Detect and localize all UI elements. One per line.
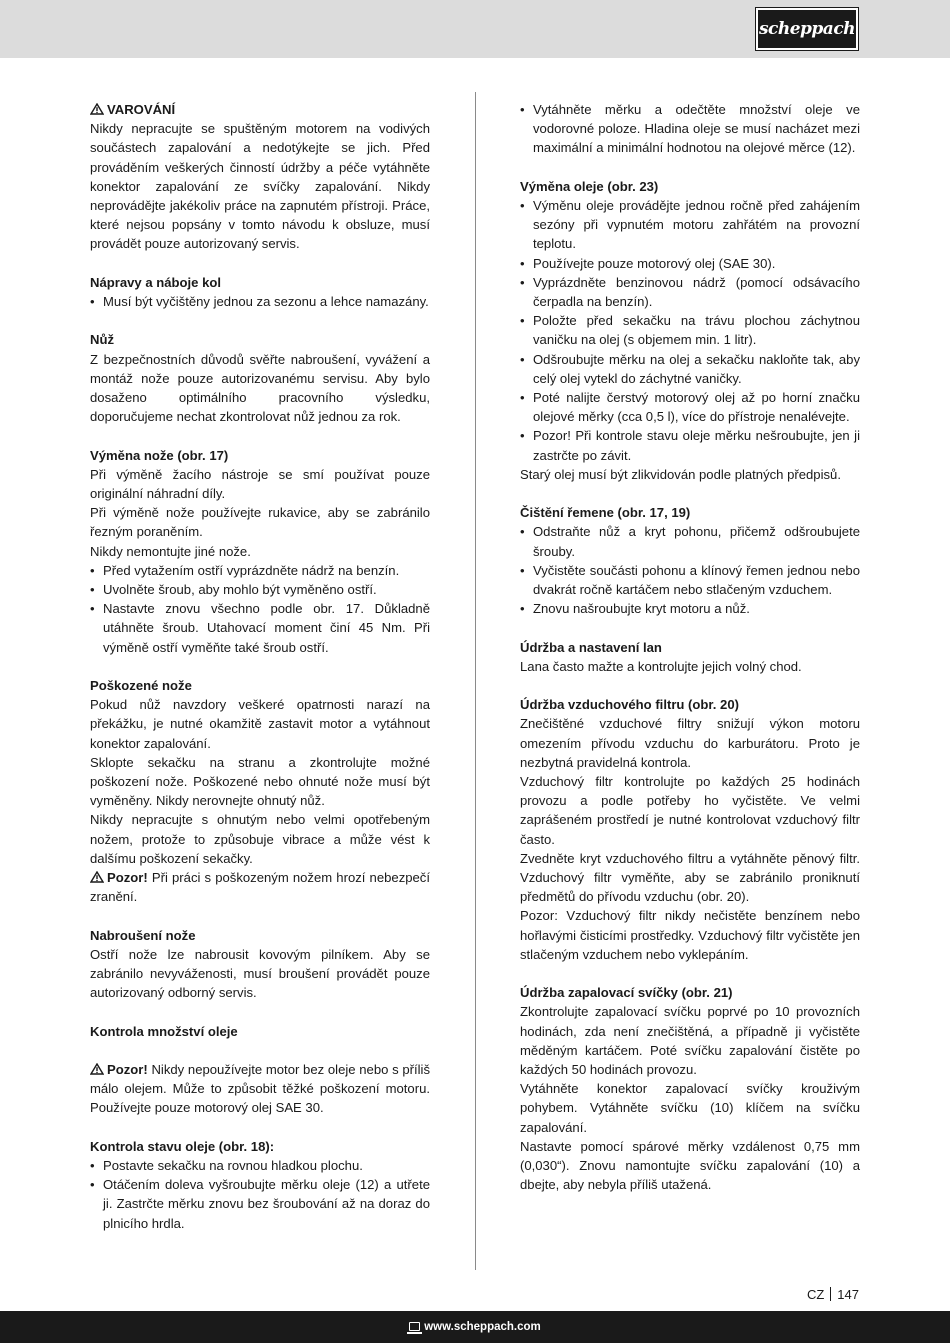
list-item: • Vytáhněte měrku a odečtěte množství oleje ve vodorovné poloze. Hladina oleje se musí nacházet mezi maximální a minimální hodnotou na olejové měrce (12).	[520, 100, 860, 158]
oil-disposal-text: Starý olej musí být zlikvidován podle platných předpisů.	[520, 466, 841, 482]
list-item: • Vyprázdněte benzinovou nádrž (pomocí odsávacího čerpadla na benzín).	[520, 273, 860, 311]
oil-change-list	[520, 196, 860, 465]
knife-change-list	[90, 561, 430, 657]
spark-plug-line: Nastavte pomocí spárové měrky vzdálenost 0,75 mm (0,030“). Znovu namontujte svíčku zapalování (10) a dbejte, aby nebyla příliš utažená.	[520, 1138, 860, 1193]
page-number-separator	[830, 1287, 831, 1301]
list-item: • Poté nalijte čerstvý motorový olej až po horní značku olejové měrky (cca 0,5 l), více do přístroje nenalévejte.	[520, 388, 860, 426]
axles-heading: Nápravy a náboje kol	[90, 274, 221, 290]
list-item: • Pozor! Při kontrole stavu oleje měrku nešroubujte, jen ji zastrčte po závit.	[520, 426, 860, 464]
spark-plug-line: Vytáhněte konektor zapalovací svíčky krouživým pohybem. Vytáhněte svíčku (10) klíčem na svíčku zapalování.	[520, 1081, 860, 1135]
damaged-knives-heading: Poškozené nože	[90, 678, 192, 694]
oil-quantity-caution	[90, 1060, 430, 1118]
warning-triangle-icon	[90, 871, 104, 883]
list-item: • Nastavte znovu všechno podle obr. 17. Důkladně utáhněte šroub. Utahovací moment činí 45 Nm. Při výměně ostří vyměňte také šroub ostří.	[90, 599, 430, 657]
damaged-caution	[90, 868, 430, 906]
oil-level-list	[90, 1156, 430, 1233]
oil-level-heading: Kontrola stavu oleje (obr. 18):	[90, 1138, 275, 1154]
page-number	[807, 1286, 859, 1304]
sharpening-text: Ostří nože lze nabrousit kovovým pilníkem. Aby se zabránilo nevyváženosti, musí broušení provádět pouze autorizovaný odborný servis.	[90, 946, 430, 1001]
right-column	[520, 100, 860, 1195]
column-divider	[475, 92, 476, 1270]
list-item: • Používejte pouze motorový olej (SAE 30).	[520, 254, 860, 273]
cables-text: Lana často mažte a kontrolujte jejich volný chod.	[520, 658, 802, 674]
caution-text: Nikdy nepoužívejte motor bez oleje nebo s příliš málo olejem. Může to způsobit těžké poškození motoru. Používejte pouze motorový olej SAE 30.	[90, 1062, 430, 1116]
computer-icon	[409, 1322, 420, 1331]
air-filter-line: Vzduchový filtr kontrolujte po každých 25 hodinách provozu a podle potřeby ho vyčistěte. Ve velmi zaprášeném prostředí je nutné kontrolovat vzduchový filtr často.	[520, 774, 860, 847]
knife-change-line: Při výměně nože používejte rukavice, aby se zabránilo řezným poraněním.	[90, 505, 430, 540]
list-item: • Uvolněte šroub, aby mohlo být vyměněno ostří.	[90, 580, 430, 599]
left-column	[90, 100, 430, 1233]
page-number-value: 147	[837, 1287, 859, 1302]
knife-change-line: Při výměně žacího nástroje se smí používat pouze originální náhradní díly.	[90, 466, 430, 502]
sharpening-heading: Nabroušení nože	[90, 927, 196, 943]
caution-text: Při práci s poškozeným nožem hrozí nebezpečí zranění.	[90, 870, 430, 905]
list-item: • Vyčistěte součásti pohonu a klínový řemen jednou nebo dvakrát ročně kartáčem nebo stlačeným vzduchem.	[520, 561, 860, 599]
list-item: • Musí být vyčištěny jednou za sezonu a lehce namazány.	[90, 292, 430, 311]
list-item: • Postavte sekačku na rovnou hladkou plochu.	[90, 1156, 430, 1175]
knife-text: Z bezpečnostních důvodů svěřte nabroušení, vyvážení a montáž nože pouze autorizovanému servisu. Aby bylo dosaženo optimálního pracovního výsledku, doporučujeme nechat zkontrolovat nůž jednou za rok.	[90, 351, 430, 425]
spark-plug-heading: Údržba zapalovací svíčky (obr. 21)	[520, 985, 733, 1001]
air-filter-line: Znečištěné vzduchové filtry snižují výkon motoru omezením přívodu vzduchu do karburátoru. Proto je nezbytná pravidelná kontrola.	[520, 716, 860, 770]
knife-heading: Nůž	[90, 332, 115, 348]
caution-label: Pozor!	[107, 870, 148, 886]
air-filter-heading: Údržba vzduchového filtru (obr. 20)	[520, 697, 739, 713]
belt-heading: Čištění řemene (obr. 17, 19)	[520, 505, 691, 521]
warning-triangle-icon	[90, 1063, 104, 1075]
oil-change-heading: Výměna oleje (obr. 23)	[520, 178, 659, 194]
warning-text: Nikdy nepracujte se spuštěným motorem na vodivých součástech zapalování a nedotýkejte se jich. Před prováděním veškerých činností údržby a péče vytáhněte konektor zapalování ze svíčky zapalování. Nikdy neprovádějte jakékoliv práce na zapnutém přístroji. Práce, které nejsou popsány v tomto návodu k obsluze, musí provádět pouze autorizovaný servis.	[90, 121, 430, 252]
oil-quantity-heading: Kontrola množství oleje	[90, 1023, 238, 1039]
list-item: • Odšroubujte měrku na olej a sekačku nakloňte tak, aby celý olej vytekl do záchytné vaničky.	[520, 350, 860, 388]
list-item: • Výměnu oleje provádějte jednou ročně před zahájením sezóny při vypnutém motoru zahřátém na provozní teplotu.	[520, 196, 860, 254]
list-item: • Odstraňte nůž a kryt pohonu, přičemž odšroubujete šrouby.	[520, 522, 860, 560]
warning-title: VAROVÁNÍ	[107, 102, 176, 117]
warning-triangle-icon	[90, 103, 104, 115]
cables-heading: Údržba a nastavení lan	[520, 639, 662, 655]
footer-band	[0, 1311, 950, 1343]
knife-change-line: Nikdy nemontujte jiné nože.	[90, 543, 251, 559]
damaged-line: Nikdy nepracujte s ohnutým nebo velmi opotřebeným nožem, protože to způsobuje vibrace a může vést k dalšímu poškození sekačky.	[90, 812, 430, 866]
axles-list	[90, 292, 430, 311]
list-item: • Otáčením doleva vyšroubujte měrku oleje (12) a utřete ji. Zastrčte měrku znovu bez šroubování až na doraz do plnicího hrdla.	[90, 1175, 430, 1233]
language-code: CZ	[806, 1287, 825, 1302]
website-link[interactable]	[0, 1319, 950, 1335]
belt-list	[520, 522, 860, 618]
caution-label: Pozor!	[107, 1062, 148, 1078]
brand-logo: scheppach	[756, 8, 858, 50]
website-url[interactable]: www.scheppach.com	[424, 1321, 541, 1333]
air-filter-line: Zvedněte kryt vzduchového filtru a vytáhněte pěnový filtr. Vzduchový filtr vyměňte, aby se zabránilo proniknutí předmětů do přívodu vzduchu (obr. 20).	[520, 850, 860, 905]
warning-heading	[90, 100, 430, 119]
spark-plug-line: Zkontrolujte zapalovací svíčku poprvé po 10 provozních hodinách, zda není znečištěná, a případně ji vyčistěte měděným kartáčem. Poté svíčku zapalování čistěte po každých 50 hodinách provozu.	[520, 1004, 860, 1078]
list-item: • Znovu našroubujte kryt motoru a nůž.	[520, 599, 860, 618]
damaged-line: Pokud nůž navzdory veškeré opatrnosti narazí na překážku, je nutné okamžitě zastavit motor a vytáhnout konektor zapalování.	[90, 697, 430, 751]
oil-level-list-cont	[520, 100, 860, 158]
list-item: • Položte před sekačku na trávu plochou záchytnou vaničku na olej (s objemem min. 1 litr).	[520, 311, 860, 349]
damaged-line: Sklopte sekačku na stranu a zkontrolujte možné poškození nože. Poškozené nebo ohnuté nože musí být vyměněny. Nikdy nerovnejte ohnutý nůž.	[90, 754, 430, 809]
air-filter-line: Pozor: Vzduchový filtr nikdy nečistěte benzínem nebo hořlavými čisticími prostředky. Vzduchový filtr vyčistěte jen stlačeným vzduchem nebo vyklepáním.	[520, 908, 860, 962]
list-item: • Před vytažením ostří vyprázdněte nádrž na benzín.	[90, 561, 430, 580]
knife-change-heading: Výměna nože (obr. 17)	[90, 447, 229, 463]
